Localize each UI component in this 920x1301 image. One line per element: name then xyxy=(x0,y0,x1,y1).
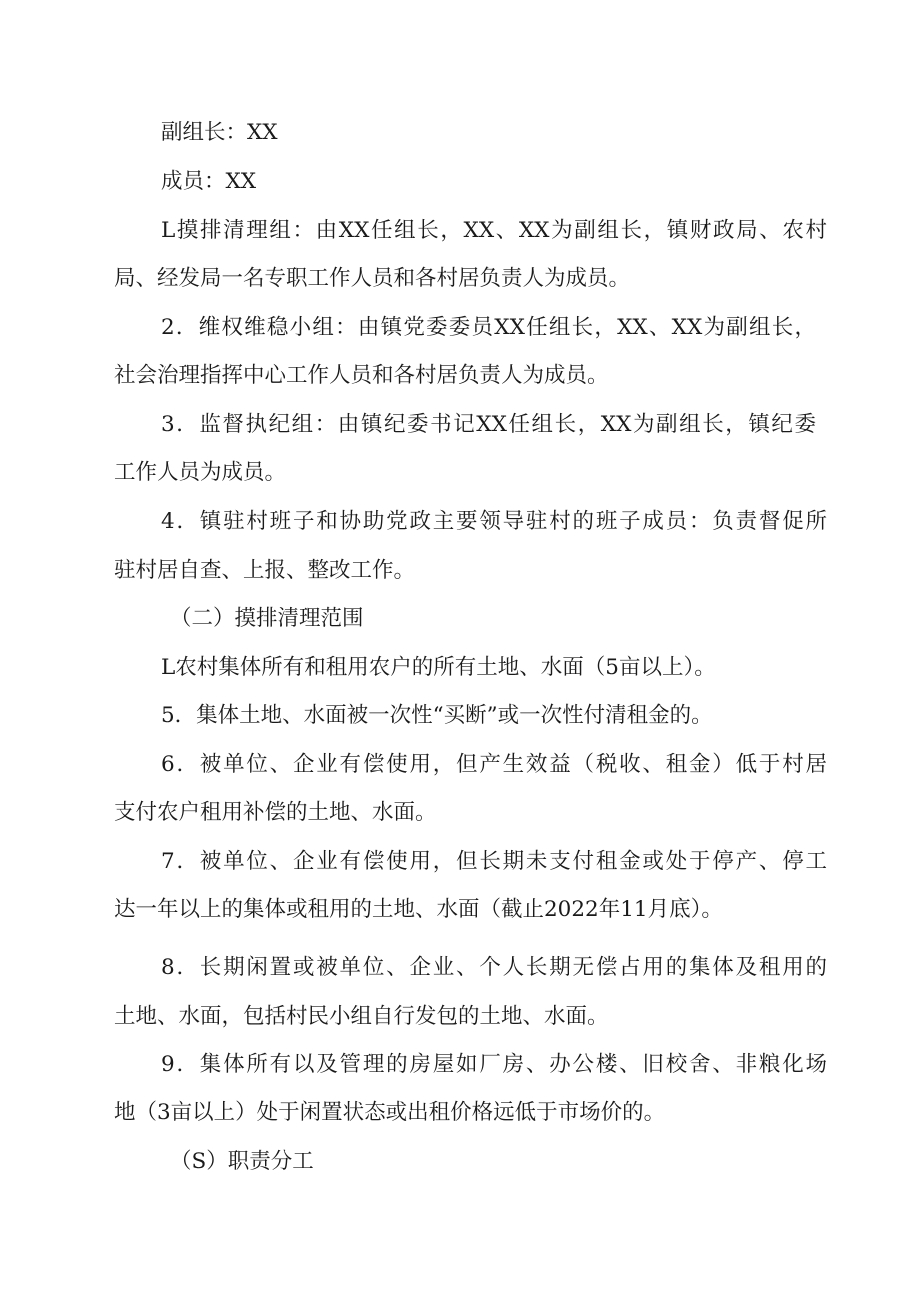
para-2-line-1: 2．维权维稳小组：由镇党委委员XX任组长，XX、XX为副组长， xyxy=(161,315,816,340)
para-2-line-2: 社会治理指挥中心工作人员和各村居负责人为成员。 xyxy=(114,363,609,388)
scope-item-7-line-2: 达一年以上的集体或租用的土地、水面（截止2022年11月底）。 xyxy=(114,897,723,922)
para-3-line-1: 3．监督执纪组：由镇纪委书记XX任组长，XX为副组长，镇纪委 xyxy=(161,412,816,437)
scope-item-6-line-1: 6．被单位、企业有偿使用，但产生效益（税收、租金）低于村居 xyxy=(161,752,827,777)
para-4-line-1: 4．镇驻村班子和协助党政主要领导驻村的班子成员：负责督促所 xyxy=(161,509,827,534)
para-1-line-1: L摸排清理组：由XX任组长，XX、XX为副组长，镇财政局、农村 xyxy=(161,218,827,243)
scope-item-9-line-2: 地（3亩以上）处于闲置状态或出租价格远低于市场价的。 xyxy=(114,1100,666,1125)
section-heading-duties: （S）职责分工 xyxy=(170,1149,314,1174)
para-3-line-2: 工作人员为成员。 xyxy=(114,460,287,485)
scope-item-1: L农村集体所有和租用农户的所有土地、水面（5亩以上）。 xyxy=(161,655,716,680)
section-heading-scope: （二）摸排清理范围 xyxy=(170,606,364,631)
scope-item-9-line-1: 9．集体所有以及管理的房屋如厂房、办公楼、旧校舍、非粮化场 xyxy=(161,1052,827,1077)
para-4-line-2: 驻村居自查、上报、整改工作。 xyxy=(114,558,416,583)
line-members: 成员：XX xyxy=(161,169,257,194)
scope-item-7-line-1: 7．被单位、企业有偿使用，但长期未支付租金或处于停产、停工 xyxy=(161,849,827,874)
line-deputy-leader: 副组长：XX xyxy=(161,120,278,145)
scope-item-8-line-2: 土地、水面，包括村民小组自行发包的土地、水面。 xyxy=(114,1004,609,1029)
scope-item-6-line-2: 支付农户租用补偿的土地、水面。 xyxy=(114,800,437,825)
para-1-line-2: 局、经发局一名专职工作人员和各村居负责人为成员。 xyxy=(114,266,631,291)
scope-item-5: 5．集体土地、水面被一次性“买断”或一次性付清租金的。 xyxy=(161,703,713,728)
scope-item-8-line-1: 8．长期闲置或被单位、企业、个人长期无偿占用的集体及租用的 xyxy=(161,955,827,980)
